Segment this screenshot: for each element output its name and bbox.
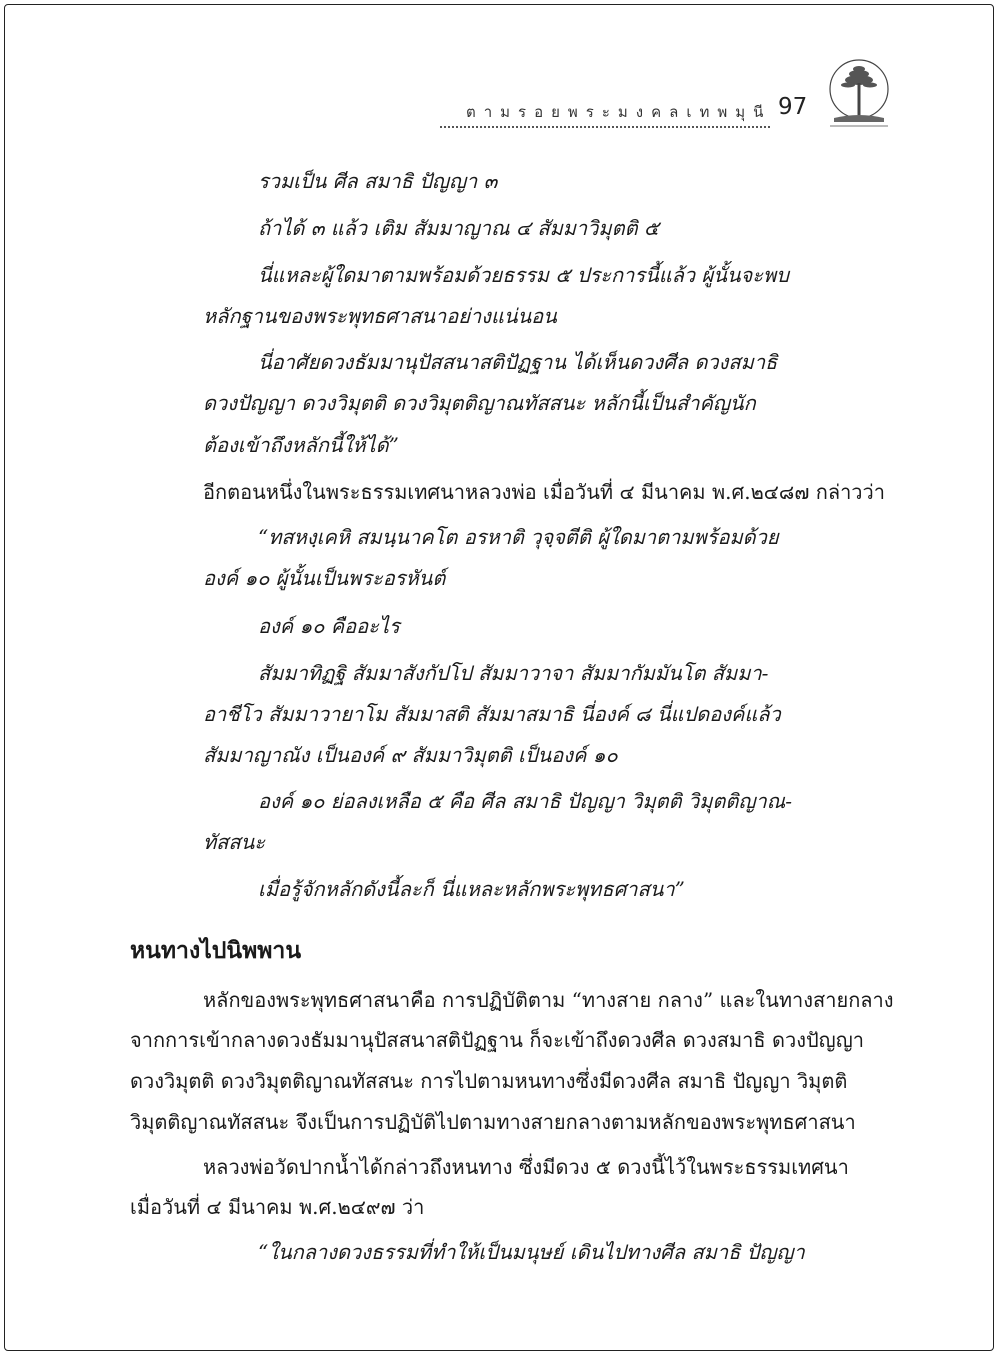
body-line-1: รวมเป็น ศีล สมาธิ ปัญญา ๓ xyxy=(258,169,498,193)
body-line-7: ต้องเข้าถึงหลักนี้ให้ได้” xyxy=(203,433,399,457)
section-heading: หนทางไปนิพพาน xyxy=(130,938,302,964)
header-dotted-rule xyxy=(440,126,770,128)
body-line-10: องค์ ๑๐ ผู้นั้นเป็นพระอรหันต์ xyxy=(203,566,446,590)
body-line-15: องค์ ๑๐ ย่อลงเหลือ ๕ คือ ศีล สมาธิ ปัญญา วิมุตติ วิมุตติญาณ- xyxy=(258,789,792,813)
body-line-16: ทัสสนะ xyxy=(203,830,266,854)
body-line-3: นี่แหละผู้ใดมาตามพร้อมด้วยธรรม ๕ ประการนี้แล้ว ผู้นั้นจะพบ xyxy=(258,263,789,287)
body-line-11: องค์ ๑๐ คืออะไร xyxy=(258,614,400,638)
body-line-12: สัมมาทิฏฐิ สัมมาสังกัปโป สัมมาวาจา สัมมากัมมันโต สัมมา- xyxy=(258,661,769,685)
page-number: 97 xyxy=(778,94,808,120)
section-line-5: หลวงพ่อวัดปากน้ำได้กล่าวถึงหนทาง ซึ่งมีดวง ๕ ดวงนี้ไว้ในพระธรรมเทศนา xyxy=(203,1155,849,1179)
section-line-4: วิมุตติญาณทัสสนะ จึงเป็นการปฏิบัติไปตามทางสายกลางตามหลักของพระพุทธศาสนา xyxy=(130,1110,856,1134)
section-line-6: เมื่อวันที่ ๔ มีนาคม พ.ศ.๒๔๙๗ ว่า xyxy=(130,1195,425,1219)
section-line-1: หลักของพระพุทธศาสนาคือ การปฏิบัติตาม “ทางสาย กลาง” และในทางสายกลาง xyxy=(203,988,894,1012)
body-line-2: ถ้าได้ ๓ แล้ว เติม สัมมาญาณ ๔ สัมมาวิมุตติ ๕ xyxy=(258,216,660,240)
section-line-7: “ในกลางดวงธรรมที่ทำให้เป็นมนุษย์ เดินไปทางศีล สมาธิ ปัญญา xyxy=(258,1240,805,1264)
body-line-5: นี่อาศัยดวงธัมมานุปัสสนาสติปัฏฐาน ได้เห็นดวงศีล ดวงสมาธิ xyxy=(258,350,778,374)
body-line-4: หลักฐานของพระพุทธศาสนาอย่างแน่นอน xyxy=(203,304,557,328)
body-line-17: เมื่อรู้จักหลักดังนี้ละก็ นี่แหละหลักพระพุทธศาสนา” xyxy=(258,877,685,901)
body-line-9: “ทสหงฺเคหิ สมนฺนาคโต อรหาติ วุจฺจตีติ ผู้ใดมาตามพร้อมด้วย xyxy=(258,525,779,549)
body-line-14: สัมมาญาณัง เป็นองค์ ๙ สัมมาวิมุตติ เป็นองค์ ๑๐ xyxy=(203,743,618,767)
running-title: ตามรอยพระมงคลเทพมุนี xyxy=(466,103,772,121)
body-line-8: อีกตอนหนึ่งในพระธรรมเทศนาหลวงพ่อ เมื่อวันที่ ๔ มีนาคม พ.ศ.๒๔๘๗ กล่าวว่า xyxy=(203,480,886,504)
body-line-13: อาชีโว สัมมาวายาโม สัมมาสติ สัมมาสมาธิ นี่องค์ ๘ นี่แปดองค์แล้ว xyxy=(203,702,781,726)
section-line-3: ดวงวิมุตติ ดวงวิมุตติญาณทัสสนะ การไปตามหนทางซึ่งมีดวงศีล สมาธิ ปัญญา วิมุตติ xyxy=(130,1069,848,1093)
section-line-2: จากการเข้ากลางดวงธัมมานุปัสสนาสติปัฏฐาน ก็จะเข้าถึงดวงศีล ดวงสมาธิ ดวงปัญญา xyxy=(130,1028,864,1052)
body-line-6: ดวงปัญญา ดวงวิมุตติ ดวงวิมุตติญาณทัสสนะ หลักนี้เป็นสำคัญนัก xyxy=(203,391,756,415)
lotus-tree-emblem-icon xyxy=(826,56,892,138)
